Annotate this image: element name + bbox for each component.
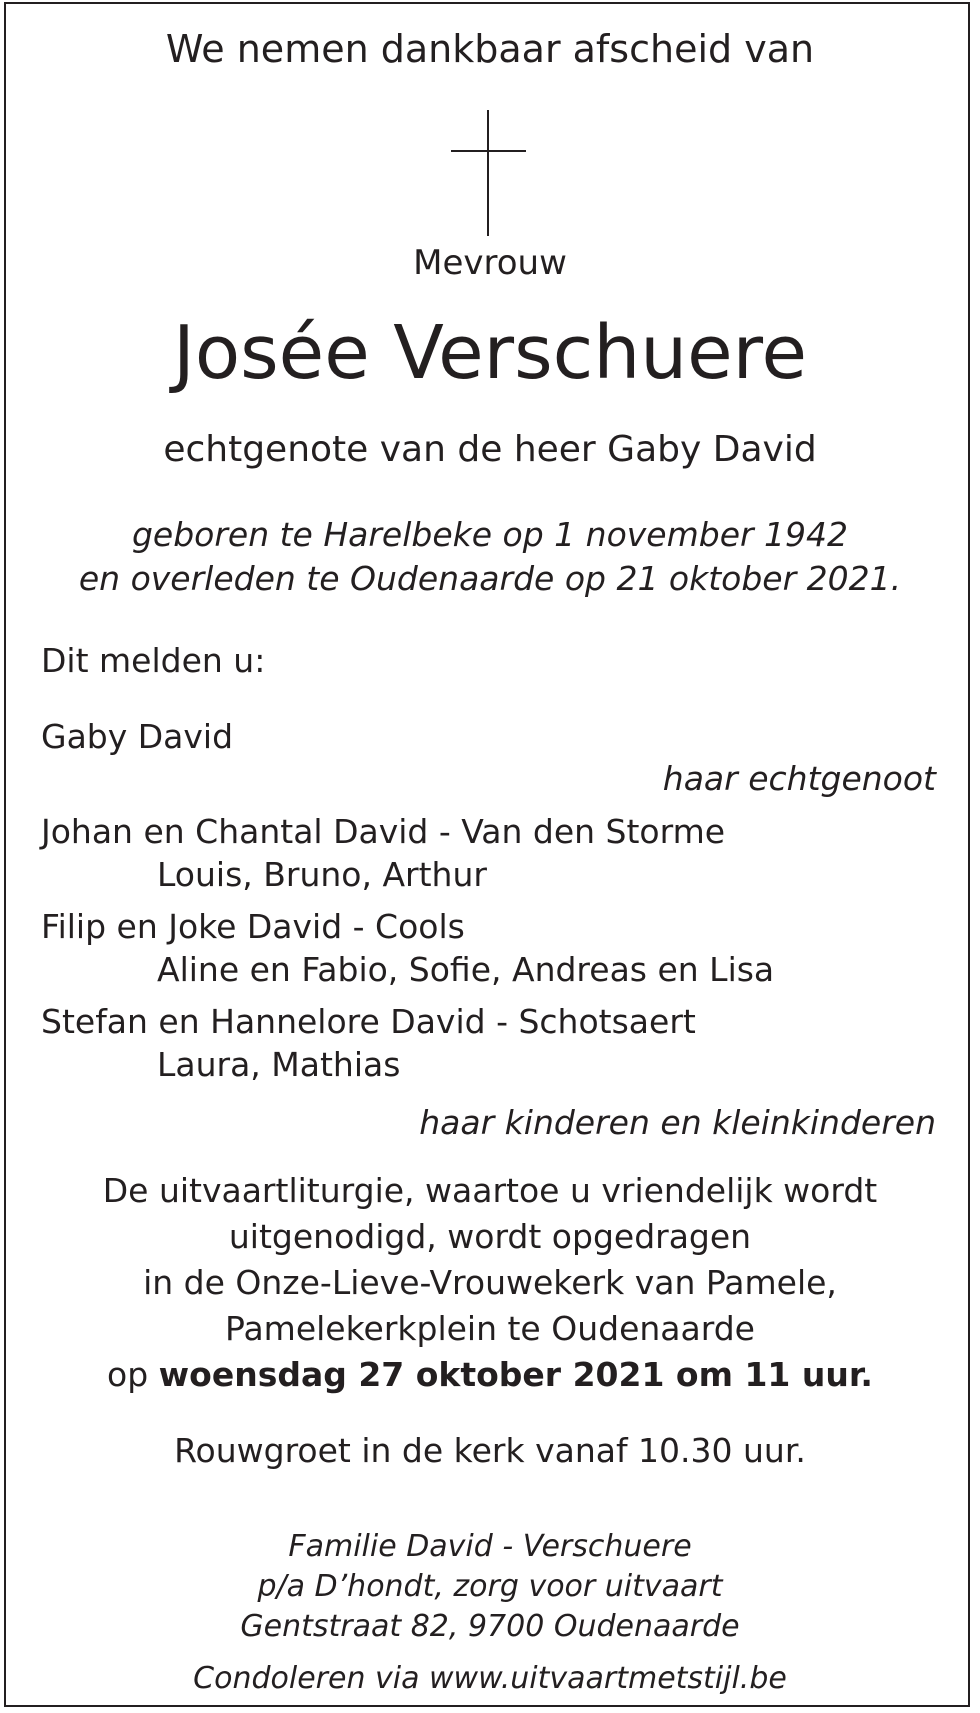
death-line: en overleden te Oudenaarde op 21 oktober 2021. xyxy=(78,559,902,598)
family-children: Aline en Fabio, Sofie, Andreas en Lisa xyxy=(157,950,775,989)
deceased-name: Josée Verschuere xyxy=(173,310,807,396)
children-relation: haar kinderen en kleinkinderen xyxy=(419,1103,936,1142)
contact-family: Familie David - Verschuere xyxy=(288,1529,692,1564)
title-prefix: Mevrouw xyxy=(413,243,567,283)
family-children: Louis, Bruno, Arthur xyxy=(157,855,487,894)
service-date-prefix: op xyxy=(107,1355,159,1394)
family-children: Laura, Mathias xyxy=(157,1045,401,1084)
service-line-3: in de Onze-Lieve-Vrouwekerk van Pamele, xyxy=(143,1263,837,1302)
service-date: woensdag 27 oktober 2021 om 11 uur. xyxy=(158,1355,873,1394)
intro-line: We nemen dankbaar afscheid van xyxy=(165,27,815,71)
condolences-link[interactable]: Condoleren via www.uitvaartmetstijl.be xyxy=(193,1661,787,1696)
service-line-2: uitgenodigd, wordt opgedragen xyxy=(228,1217,752,1256)
birth-line: geboren te Harelbeke op 1 november 1942 xyxy=(131,515,849,554)
contact-care: p/a D’hondt, zorg voor uitvaart xyxy=(257,1569,723,1604)
spouse-name: Gaby David xyxy=(41,717,234,756)
greeting-line: Rouwgroet in de kerk vanaf 10.30 uur. xyxy=(174,1431,806,1470)
announce-intro: Dit melden u: xyxy=(41,641,266,680)
contact-address: Gentstraat 82, 9700 Oudenaarde xyxy=(240,1609,740,1644)
family-parents: Filip en Joke David - Cools xyxy=(41,907,465,946)
service-line-4: Pamelekerkplein te Oudenaarde xyxy=(225,1309,755,1348)
family-parents: Stefan en Hannelore David - Schotsaert xyxy=(41,1002,696,1041)
family-parents: Johan en Chantal David - Van den Storme xyxy=(41,812,726,851)
spouse-line: echtgenote van de heer Gaby David xyxy=(163,429,817,470)
service-line-5 xyxy=(0,1355,980,1394)
service-line-1: De uitvaartliturgie, waartoe u vriendelijk wordt xyxy=(102,1171,878,1210)
spouse-relation: haar echtgenoot xyxy=(662,759,936,798)
cross-icon xyxy=(451,110,526,236)
